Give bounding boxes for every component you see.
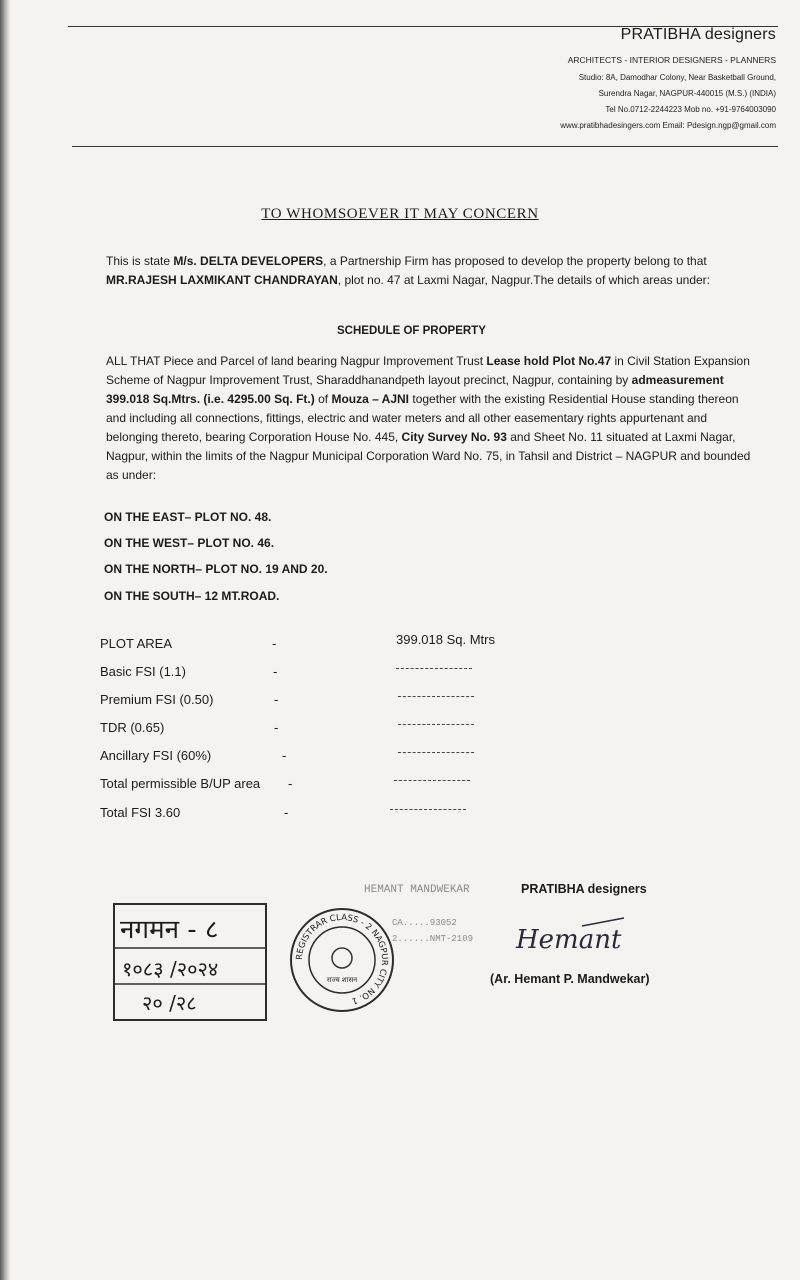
letterhead-rule — [72, 146, 778, 147]
signature-firm: PRATIBHA designers — [521, 882, 647, 896]
area-label: TDR (0.65) — [100, 720, 165, 735]
area-label: Ancillary FSI (60%) — [100, 748, 212, 763]
registration-stamp — [106, 900, 274, 1028]
architect-stamp-name: HEMANT MANDWEKAR — [364, 884, 470, 896]
area-value-blank — [394, 780, 470, 781]
signature-name: (Ar. Hemant P. Mandwekar) — [490, 972, 650, 986]
seal-inner-text: राज्य शासन — [326, 976, 358, 984]
area-label: PLOT AREA — [100, 636, 173, 651]
area-separator: - — [288, 776, 293, 791]
area-separator: - — [273, 664, 278, 679]
area-separator: - — [274, 720, 279, 735]
registrar-seal — [288, 906, 396, 1014]
document-title: TO WHOMSOEVER IT MAY CONCERN — [261, 206, 539, 222]
signature-scribble — [512, 910, 632, 960]
firm-phone: Tel No.0712-2244223 Mob no. +91-9764003090 — [605, 105, 776, 114]
firm-services: ARCHITECTS - INTERIOR DESIGNERS - PLANNERS — [567, 55, 776, 65]
boundary-south: ON THE SOUTH– 12 MT.ROAD. — [104, 589, 280, 603]
area-separator: - — [272, 636, 277, 651]
area-value-blank — [396, 668, 472, 669]
firm-address-1: Studio: 8A, Damodhar Colony, Near Basketball Ground, — [578, 73, 776, 82]
schedule-paragraph: ALL THAT Piece and Parcel of land bearing Nagpur Improvement Trust Lease hold Plot No.47 in Civil Station Expansion Scheme of Nagpur Improvement Trust, Sharaddhanandpeth layout precinct, Nagpur, containing by admeasurement 399.018 Sq.Mtrs. (i.e. 4295.00 Sq. Ft.) of Mouza – AJNI together with the existing Residential House standing thereon and including all connections, fittings, electric and water meters and all other easementary rights appurtenant and belonging thereto, bearing Corporation House No. 445, City Survey No. 93 and Sheet No. 11 situated at Laxmi Nagar, Nagpur, within the limits of the Nagpur Municipal Corporation Ward No. 75, in Tahsil and District – NAGPUR and bounded as under: — [106, 354, 751, 482]
stamp-line-2: १०८३ /२०२४ — [122, 957, 219, 981]
area-value-blank — [390, 809, 466, 810]
intro-paragraph: This is state M/s. DELTA DEVELOPERS, a Partnership Firm has proposed to develop the property belong to that MR.RAJESH LAXMIKANT CHANDRAYAN, plot no. 47 at Laxmi Nagar, Nagpur.The details of which areas under: — [106, 254, 711, 287]
firm-address-2: Surendra Nagar, NAGPUR-440015 (M.S.) (INDIA) — [598, 89, 776, 98]
boundary-west: ON THE WEST– PLOT NO. 46. — [104, 536, 275, 550]
area-value: 399.018 Sq. Mtrs — [396, 632, 495, 647]
stamp-line-3: २० /२८ — [142, 991, 197, 1015]
stamp-line-1: नगमन - ८ — [120, 915, 219, 945]
seal-outer-text: REGISTRAR CLASS - 2 NAGPUR CITY NO. 1 — [294, 912, 390, 1006]
schedule-heading: SCHEDULE OF PROPERTY — [337, 325, 486, 337]
letterhead — [560, 26, 776, 134]
area-separator: - — [274, 692, 279, 707]
area-label: Total permissible B/UP area — [100, 776, 261, 791]
firm-name: PRATIBHA designers — [620, 26, 776, 43]
boundary-east: ON THE EAST– PLOT NO. 48. — [104, 510, 272, 524]
area-label: Premium FSI (0.50) — [100, 692, 214, 707]
signature-scribble-text: Hemant — [516, 925, 622, 955]
area-value-blank — [398, 696, 474, 697]
area-separator: - — [282, 748, 287, 763]
architect-stamp-line-1: CA.....93052 — [392, 918, 457, 928]
architect-stamp-line-2: 2......NMT-2109 — [392, 934, 474, 944]
area-value-blank — [398, 752, 474, 753]
page-shadow — [0, 0, 10, 1280]
area-label: Total FSI 3.60 — [100, 805, 181, 820]
area-value-blank — [398, 724, 474, 725]
boundary-north: ON THE NORTH– PLOT NO. 19 AND 20. — [104, 562, 328, 576]
area-label: Basic FSI (1.1) — [100, 664, 186, 679]
area-separator: - — [284, 805, 289, 820]
firm-web-email: www.pratibhadesingers.com Email: Pdesign.ngp@gmail.com — [560, 121, 776, 130]
